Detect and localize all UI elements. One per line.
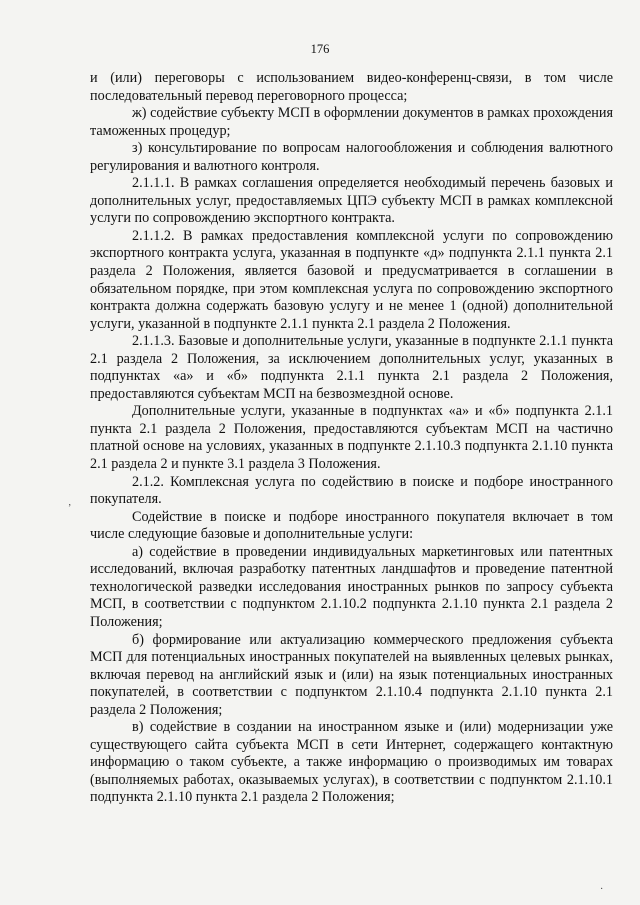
paragraph: б) формирование или актуализацию коммерческого предложения субъекта МСП для потенциальных иностранных покупателей на выявленных целевых рынках, включая перевод на английский язык и (или) на язык потенциальных иностранных покупателей, в соответствии с подпунктом 2.1.10.4 подпункта 2.1.10 пункта 2.1 раздела 2 Положения; bbox=[90, 631, 613, 718]
paragraph: в) содействие в создании на иностранном языке и (или) модернизации уже существующего сайта субъекта МСП в сети Интернет, содержащего контактную информацию о таком субъекте, а также информацию о производимых им товарах (выполняемых работах, оказываемых услугах), в соответствии с подпунктом 2.1.10.1 подпункта 2.1.10 пункта 2.1 раздела 2 Положения; bbox=[90, 719, 613, 806]
paragraph: 2.1.2. Комплексная услуга по содействию в поиске и подборе иностранного покупателя. bbox=[90, 473, 613, 508]
scan-speck: · bbox=[600, 884, 604, 895]
document-body bbox=[90, 70, 613, 807]
page-number: 176 bbox=[310, 42, 330, 56]
scan-speck: ʼ bbox=[68, 503, 72, 514]
paragraph: и (или) переговоры с использованием видео-конференц-связи, в том числе последовательный перевод переговорного процесса; bbox=[90, 70, 613, 104]
paragraph: ж) содействие субъекту МСП в оформлении документов в рамках прохождения таможенных процедур; bbox=[90, 105, 613, 139]
paragraph: 2.1.1.2. В рамках предоставления комплексной услуги по сопровождению экспортного контракта услуга, указанная в подпункте «д» подпункта 2.1.1 пункта 2.1 раздела 2 Положения, является базовой и предусматривается в соглашении в обязательном порядке, при этом комплексная услуга по сопровождению экспортного контракта должна содержать базовую услугу и не менее 1 (одной) дополнительной услуги, указанной в подпункте 2.1.1 пункта 2.1 раздела 2 Положения. bbox=[90, 227, 613, 332]
paragraph: 2.1.1.3. Базовые и дополнительные услуги, указанные в подпункте 2.1.1 пункта 2.1 раздела 2 Положения, за исключением дополнительных услуг, указанных в подпунктах «а» и «б» подпункта 2.1.1 пункта 2.1 раздела 2 Положения, предоставляются субъектам МСП на безвозмездной основе. bbox=[90, 333, 613, 402]
paragraph: а) содействие в проведении индивидуальных маркетинговых или патентных исследований, включая разработку патентных ландшафтов и проведение патентной технологической разведки исследования иностранных рынков по запросу субъекта МСП, в соответствии с подпунктом 2.1.10.2 подпункта 2.1.10 пункта 2.1 раздела 2 Положения; bbox=[90, 543, 613, 630]
paragraph: 2.1.1.1. В рамках соглашения определяется необходимый перечень базовых и дополнительных услуг, предоставляемых ЦПЭ субъекту МСП в рамках комплексной услуги по сопровождению экспортного контракта. bbox=[90, 175, 613, 227]
paragraph: з) консультирование по вопросам налогообложения и соблюдения валютного регулирования и валютного контроля. bbox=[90, 140, 613, 174]
paragraph: Дополнительные услуги, указанные в подпунктах «а» и «б» подпункта 2.1.1 пункта 2.1 раздела 2 Положения, предоставляются субъектам МСП на частично платной основе на условиях, указанных в подпункте 2.1.10.3 подпункта 2.1.10 пункта 2.1 раздела 2 и пункте 3.1 раздела 3 Положения. bbox=[90, 403, 613, 473]
paragraph: Содействие в поиске и подборе иностранного покупателя включает в том числе следующие базовые и дополнительные услуги: bbox=[90, 508, 613, 543]
